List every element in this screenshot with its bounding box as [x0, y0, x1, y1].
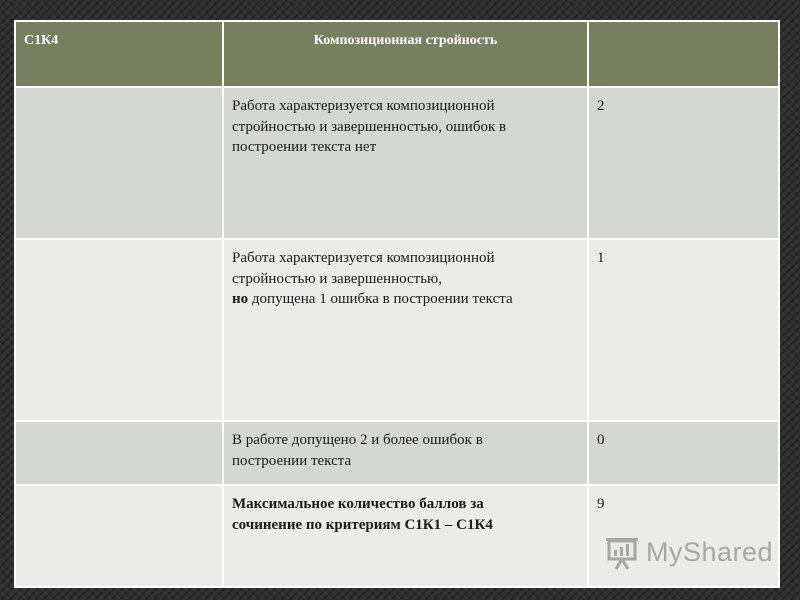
description-line: Максимальное количество баллов за	[232, 496, 484, 512]
slide	[14, 20, 778, 586]
max-score-description	[223, 485, 588, 587]
description-line: допущена 1 ошибка в построении текста	[248, 291, 513, 308]
description-line: построении текста	[232, 452, 352, 469]
criterion-description	[223, 421, 588, 485]
presentation-board-icon	[606, 537, 642, 571]
description-line: В работе допущено 2 и более ошибок в	[232, 432, 483, 448]
table-row	[15, 87, 779, 239]
criterion-description	[223, 239, 588, 421]
criterion-code: С1К4	[15, 21, 223, 87]
criterion-description	[223, 87, 588, 239]
description-line: стройностью и завершенностью,	[232, 270, 442, 287]
score-cell: 2	[588, 87, 779, 239]
empty-cell	[15, 485, 223, 587]
table-row	[15, 421, 779, 485]
score-cell: 1	[588, 239, 779, 421]
criterion-title: Композиционная стройность	[223, 21, 588, 87]
criteria-table	[14, 20, 780, 588]
description-line: Работа характеризуется композиционной	[232, 98, 495, 114]
table-row	[15, 239, 779, 421]
description-line: сочинение по критериям С1К1 – С1К4	[232, 516, 493, 533]
watermark	[606, 535, 774, 575]
description-line: Работа характеризуется композиционной	[232, 250, 495, 266]
description-bold-word: но	[232, 291, 249, 308]
watermark-text: MyShared	[646, 537, 774, 567]
description-line: стройностью и завершенностью, ошибок в	[232, 118, 507, 135]
table-header-row	[15, 21, 779, 87]
score-cell: 0	[588, 421, 779, 485]
score-cell: 9	[588, 485, 779, 587]
empty-cell	[15, 239, 223, 421]
empty-cell	[15, 421, 223, 485]
empty-cell	[15, 87, 223, 239]
score-header	[588, 21, 779, 87]
description-line: построении текста нет	[232, 139, 377, 156]
